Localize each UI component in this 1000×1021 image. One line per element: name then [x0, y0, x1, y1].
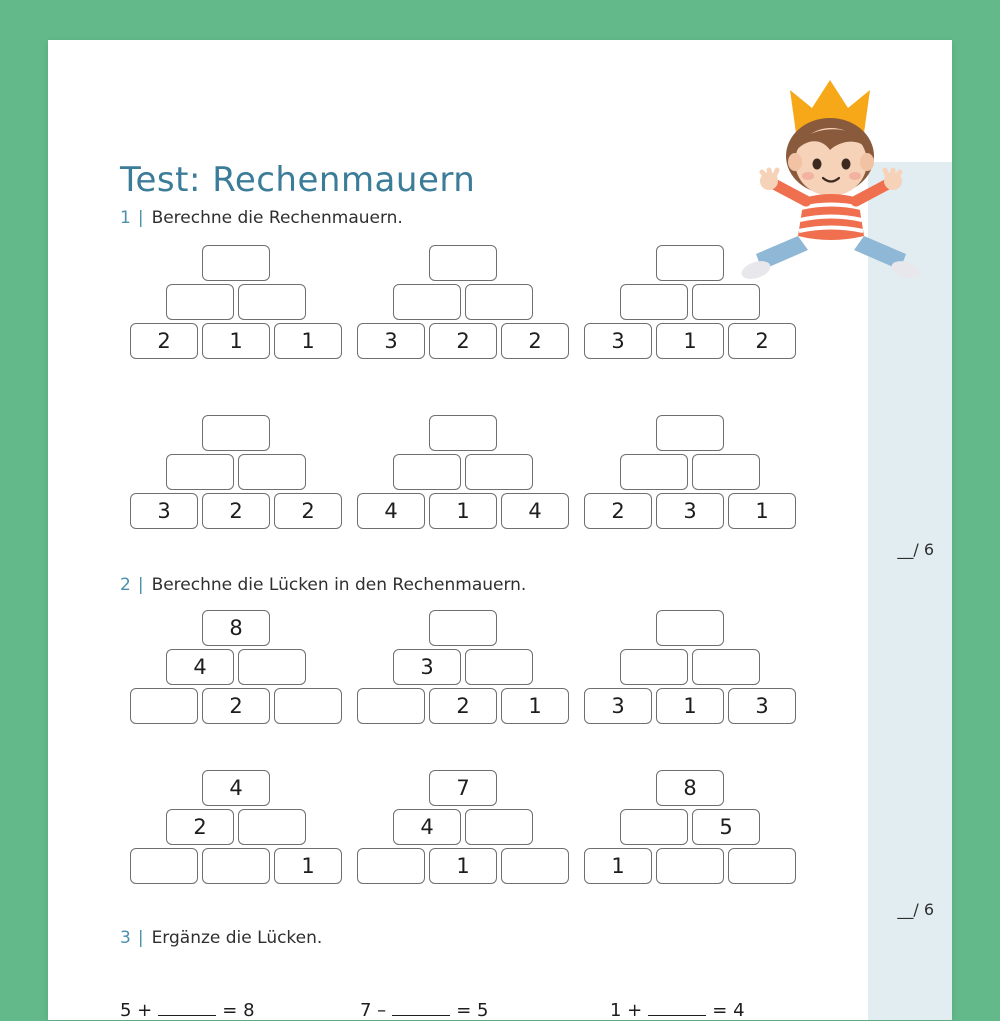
brick[interactable] [692, 284, 760, 320]
brick[interactable]: 2 [202, 493, 270, 529]
score-blank[interactable]: __ [897, 540, 914, 559]
task-3-heading [120, 928, 322, 948]
equation-2 [360, 1000, 610, 1021]
equation-3-left: 1 + [610, 1000, 643, 1021]
brick[interactable]: 1 [728, 493, 796, 529]
brick[interactable] [656, 848, 724, 884]
pyramid-row-bottom [582, 688, 798, 727]
brick[interactable]: 3 [584, 323, 652, 359]
equation-1 [120, 1000, 360, 1021]
brick[interactable]: 2 [584, 493, 652, 529]
pyramid-row-middle [355, 454, 571, 493]
pyramid-row-bottom [355, 688, 571, 727]
pyramid-row-middle [128, 809, 344, 848]
pyramid-row-middle [582, 649, 798, 688]
brick[interactable] [620, 649, 688, 685]
brick[interactable]: 3 [130, 493, 198, 529]
brick[interactable] [728, 848, 796, 884]
task-3-number: 3 [120, 928, 131, 948]
brick[interactable] [166, 284, 234, 320]
pyramid-row-top [128, 245, 344, 284]
brick[interactable] [465, 284, 533, 320]
brick[interactable]: 3 [357, 323, 425, 359]
brick[interactable] [238, 454, 306, 490]
pyramid-5 [355, 415, 571, 532]
pyramid-row-top [355, 415, 571, 454]
score-box-1 [897, 540, 934, 559]
brick[interactable] [130, 848, 198, 884]
brick[interactable]: 3 [584, 688, 652, 724]
boy-with-crown-icon [738, 58, 923, 288]
brick[interactable]: 1 [274, 848, 342, 884]
brick[interactable] [465, 809, 533, 845]
pyramid-row-top [128, 415, 344, 454]
brick[interactable]: 7 [429, 770, 497, 806]
brick[interactable]: 1 [501, 688, 569, 724]
task-1-number: 1 [120, 208, 131, 228]
pyramid-row-top [128, 610, 344, 649]
pyramid-row-top [582, 415, 798, 454]
pyramid-row-top [128, 770, 344, 809]
brick[interactable] [238, 649, 306, 685]
task-2-number: 2 [120, 575, 131, 595]
brick[interactable]: 2 [501, 323, 569, 359]
pyramid-8 [355, 610, 571, 727]
pyramid-row-bottom [128, 323, 344, 362]
brick[interactable]: 2 [166, 809, 234, 845]
pyramid-4 [128, 415, 344, 532]
task-1-heading [120, 208, 403, 228]
brick[interactable]: 3 [728, 688, 796, 724]
brick[interactable] [202, 245, 270, 281]
brick[interactable]: 2 [429, 323, 497, 359]
brick[interactable] [166, 454, 234, 490]
pyramid-row-top [355, 245, 571, 284]
brick[interactable] [429, 415, 497, 451]
score-blank[interactable]: __ [897, 900, 914, 919]
brick[interactable] [620, 284, 688, 320]
brick[interactable] [620, 809, 688, 845]
brick[interactable] [357, 848, 425, 884]
brick[interactable] [465, 649, 533, 685]
brick[interactable]: 1 [429, 848, 497, 884]
brick[interactable] [202, 415, 270, 451]
pyramid-row-middle [355, 284, 571, 323]
equation-3 [610, 1000, 745, 1021]
brick[interactable] [393, 284, 461, 320]
brick[interactable] [656, 610, 724, 646]
brick[interactable]: 4 [202, 770, 270, 806]
brick[interactable] [692, 649, 760, 685]
brick[interactable]: 2 [274, 493, 342, 529]
pyramid-row-top [582, 610, 798, 649]
pyramid-row-bottom [582, 493, 798, 532]
pyramid-row-bottom [128, 493, 344, 532]
brick[interactable] [274, 688, 342, 724]
pyramid-row-middle [582, 809, 798, 848]
pyramid-row-middle [128, 454, 344, 493]
brick[interactable]: 1 [274, 323, 342, 359]
brick[interactable] [656, 245, 724, 281]
brick[interactable]: 4 [357, 493, 425, 529]
task-3-separator: | [137, 928, 144, 948]
pyramid-7 [128, 610, 344, 727]
score-max: 6 [923, 900, 934, 919]
pyramid-10 [128, 770, 344, 887]
brick[interactable] [501, 848, 569, 884]
brick[interactable]: 2 [728, 323, 796, 359]
pyramid-row-top [582, 770, 798, 809]
equation-3-blank[interactable] [648, 1000, 706, 1016]
brick[interactable] [238, 809, 306, 845]
pyramid-row-bottom [128, 848, 344, 887]
task-2-heading [120, 575, 526, 595]
score-slash: / [913, 540, 919, 559]
task-3-text: Ergänze die Lücken. [151, 928, 323, 948]
brick[interactable] [429, 245, 497, 281]
brick[interactable]: 4 [393, 809, 461, 845]
brick[interactable] [238, 284, 306, 320]
task-2-text: Berechne die Lücken in den Rechenmauern. [151, 575, 527, 595]
task-1-separator: | [137, 208, 144, 228]
brick[interactable] [429, 610, 497, 646]
brick[interactable]: 4 [501, 493, 569, 529]
brick[interactable]: 1 [656, 688, 724, 724]
pyramid-row-bottom [128, 688, 344, 727]
brick[interactable] [465, 454, 533, 490]
pyramid-row-bottom [582, 323, 798, 362]
brick[interactable] [202, 848, 270, 884]
brick[interactable]: 2 [429, 688, 497, 724]
pyramid-row-top [355, 610, 571, 649]
pyramid-9 [582, 610, 798, 727]
pyramid-11 [355, 770, 571, 887]
score-box-2 [897, 900, 934, 919]
brick[interactable]: 8 [656, 770, 724, 806]
task-2-separator: | [137, 575, 144, 595]
equation-2-blank[interactable] [392, 1000, 450, 1016]
pyramid-row-bottom [355, 848, 571, 887]
pyramid-row-middle [128, 649, 344, 688]
pyramid-row-middle [128, 284, 344, 323]
brick[interactable]: 1 [656, 323, 724, 359]
brick[interactable] [357, 688, 425, 724]
equation-2-right: = 5 [456, 1000, 489, 1021]
pyramid-row-middle [582, 284, 798, 323]
pyramid-12 [582, 770, 798, 887]
brick[interactable]: 3 [393, 649, 461, 685]
brick[interactable]: 8 [202, 610, 270, 646]
pyramid-2 [355, 245, 571, 362]
brick[interactable]: 2 [130, 323, 198, 359]
brick[interactable] [620, 454, 688, 490]
brick[interactable]: 2 [202, 688, 270, 724]
brick[interactable] [692, 454, 760, 490]
brick[interactable] [130, 688, 198, 724]
brick[interactable]: 1 [202, 323, 270, 359]
equation-1-right: = 8 [222, 1000, 255, 1021]
pyramid-row-middle [355, 649, 571, 688]
score-slash: / [913, 900, 919, 919]
brick[interactable]: 1 [584, 848, 652, 884]
equation-1-left: 5 + [120, 1000, 153, 1021]
brick[interactable]: 1 [429, 493, 497, 529]
pyramid-6 [582, 415, 798, 532]
pyramid-row-bottom [582, 848, 798, 887]
pyramid-row-middle [355, 809, 571, 848]
pyramid-row-middle [582, 454, 798, 493]
task-1-text: Berechne die Rechenmauern. [151, 208, 403, 228]
equation-2-left: 7 – [360, 1000, 387, 1021]
worksheet-page [48, 40, 952, 1020]
pyramid-1 [128, 245, 344, 362]
score-max: 6 [923, 540, 934, 559]
brick[interactable]: 5 [692, 809, 760, 845]
pyramid-row-bottom [355, 323, 571, 362]
pyramid-row-bottom [355, 493, 571, 532]
equation-3-right: = 4 [712, 1000, 745, 1021]
brick[interactable]: 4 [166, 649, 234, 685]
page-title: Test: Rechenmauern [120, 160, 476, 200]
brick[interactable] [393, 454, 461, 490]
equations-row [120, 1000, 840, 1021]
equation-1-blank[interactable] [158, 1000, 216, 1016]
side-band [868, 162, 952, 1020]
brick[interactable]: 3 [656, 493, 724, 529]
brick[interactable] [656, 415, 724, 451]
pyramid-row-top [355, 770, 571, 809]
